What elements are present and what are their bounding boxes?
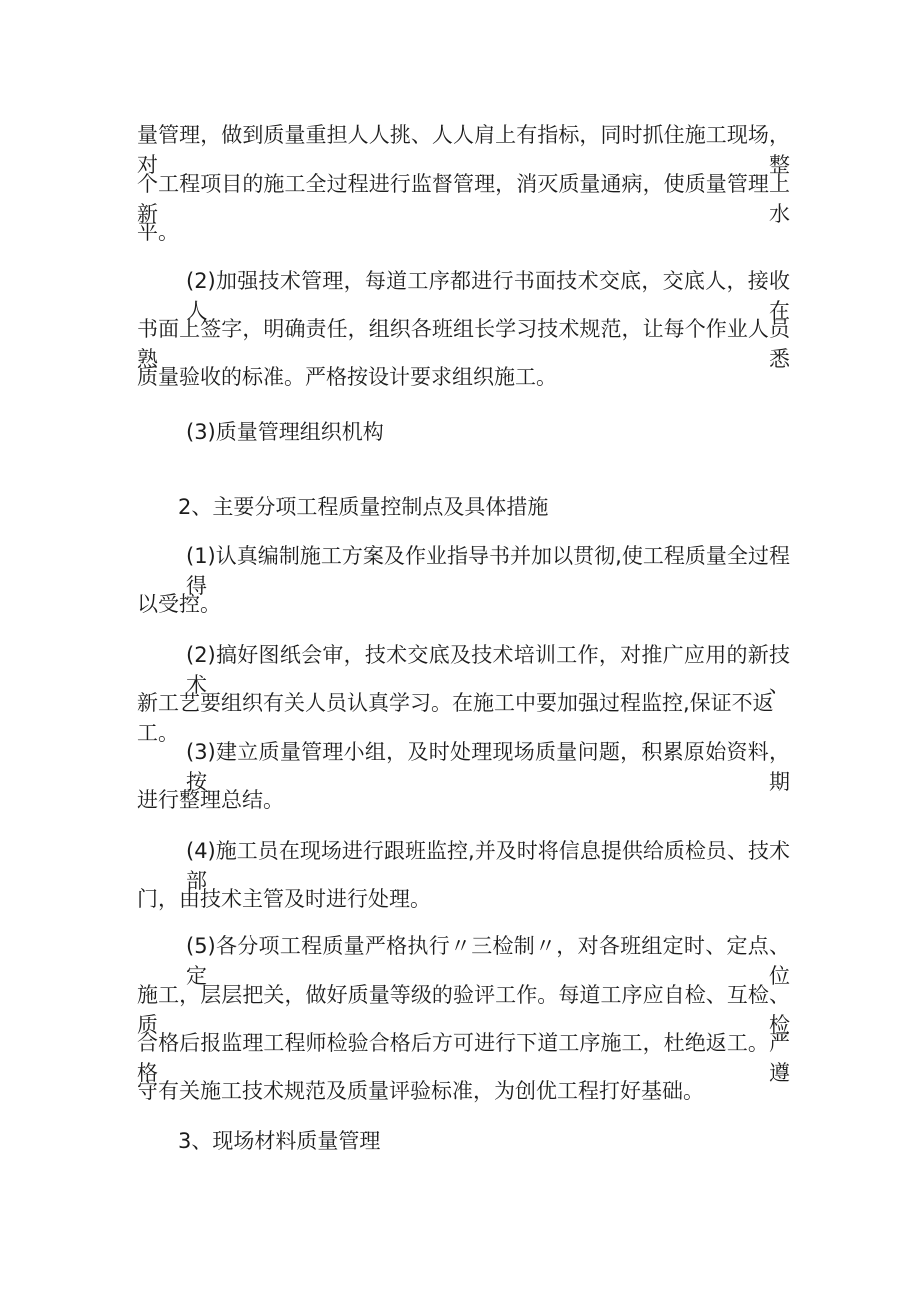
paragraph-line: 量管理，做到质量重担人人挑、人人肩上有指标，同时抓住施工现场，对整 xyxy=(137,123,790,177)
paragraph-line: (5)各分项工程质量严格执行〃三检制〃，对各班组定时、定点、定位 xyxy=(186,934,790,988)
paragraph-line: 平。 xyxy=(137,220,179,244)
paragraph-line: (1)认真编制施工方案及作业指导书并加以贯彻,使工程质量全过程得 xyxy=(186,544,790,598)
paragraph-line: 以受控。 xyxy=(137,592,221,616)
paragraph-line: 书面上签字，明确责任，组织各班组长学习技术规范，让每个作业人员熟悉 xyxy=(137,317,790,371)
paragraph-line: 新工艺要组织有关人员认真学习。在施工中要加强过程监控,保证不返工。 xyxy=(137,691,774,745)
paragraph-line: (3)建立质量管理小组，及时处理现场质量问题，积累原始资料，按期 xyxy=(186,740,790,794)
section-heading-text: 3、现场材料质量管理 xyxy=(178,1129,381,1153)
paragraph-line: 施工，层层把关，做好质量等级的验评工作。每道工序应自检、互检、质检 xyxy=(137,983,790,1037)
paragraph-line: (2)搞好图纸会审，技术交底及技术培训工作，对推广应用的新技术、 xyxy=(186,643,790,697)
paragraph-line: 门，由技术主管及时进行处理。 xyxy=(137,887,431,911)
section-heading-text: 2、主要分项工程质量控制点及具体措施 xyxy=(178,495,549,519)
paragraph-line: (2)加强技术管理，每道工序都进行书面技术交底，交底人，接收人在 xyxy=(186,269,790,323)
paragraph-line: (4)施工员在现场进行跟班监控,并及时将信息提供给质检员、技术部 xyxy=(186,839,790,893)
paragraph-line: 质量验收的标准。严格按设计要求组织施工。 xyxy=(137,365,557,389)
paragraph-line: 进行整理总结。 xyxy=(137,788,284,812)
paragraph-line: 合格后报监理工程师检验合格后方可进行下道工序施工，杜绝返工。严格遵 xyxy=(137,1031,790,1085)
paragraph-line: (3)质量管理组织机构 xyxy=(186,420,384,444)
paragraph-line: 守有关施工技术规范及质量评验标准，为创优工程打好基础。 xyxy=(137,1079,704,1103)
paragraph-line: 个工程项目的施工全过程进行监督管理，消灭质量通病，使质量管理上新水 xyxy=(137,172,790,226)
